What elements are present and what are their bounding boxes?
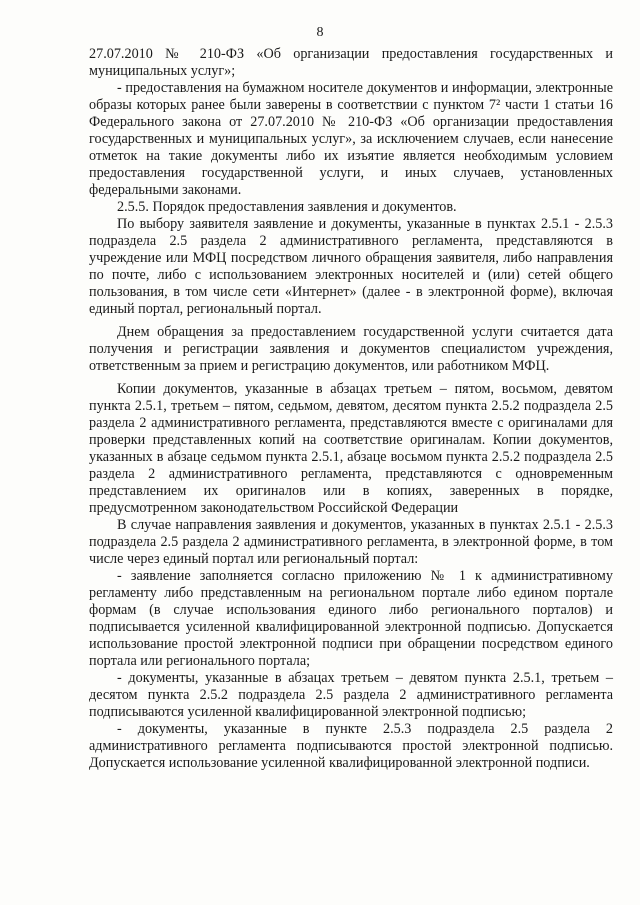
paragraph: По выбору заявителя заявление и документы, указанные в пунктах 2.5.1 - 2.5.3 подраздела 2.5 раздела 2 административного регламента, представляются в учреждение или МФЦ посредством личного обращения заявителя, либо направления по почте, либо с использованием электронных носителей и (или) сетей общего пользования, в том числе сети «Интернет» (далее - в электронной форме), включая единый портал, региональный портал. bbox=[89, 216, 613, 317]
paragraph: В случае направления заявления и документов, указанных в пунктах 2.5.1 - 2.5.3 подраздела 2.5 раздела 2 административного регламента, в электронной форме, в том числе через единый портал или региональный портал: bbox=[89, 517, 613, 567]
paragraph: - заявление заполняется согласно приложению № 1 к административному регламенту либо представленным на региональном портале либо едином портале формам (в случае использования единого либо регионального порталов) и подписывается усиленной квалифицированной электронной подписью. Допускается использование простой электронной подписи при обращении посредством единого портала или регионального портала; bbox=[89, 568, 613, 669]
paragraph: Копии документов, указанные в абзацах третьем – пятом, восьмом, девятом пункта 2.5.1, третьем – пятом, седьмом, девятом, десятом пункта 2.5.2 подраздела 2.5 раздела 2 административного регламента, представляются вместе с оригиналами для проверки представленных копий на соответствие оригиналам. Копии документов, указанных в абзаце седьмом пункта 2.5.1, абзаце восьмом пункта 2.5.2 подраздела 2.5 раздела 2 административного регламента, представляются с одновременным представлением их оригиналов или в копиях, заверенных в порядке, предусмотренном законодательством Российской Федерации bbox=[89, 381, 613, 516]
paragraph: Днем обращения за предоставлением государственной услуги считается дата получения и регистрации заявления и документов специалистом учреждения, ответственным за прием и регистрацию документов, или работником МФЦ. bbox=[89, 324, 613, 374]
document-body bbox=[89, 46, 613, 772]
paragraph: - предоставления на бумажном носителе документов и информации, электронные образы которых ранее были заверены в соответствии с пунктом 7² части 1 статьи 16 Федерального закона от 27.07.2010 № 210-ФЗ «Об организации предоставления государственных и муниципальных услуг», за исключением случаев, если нанесение отметок на такие документы либо их изъятие является необходимым условием предоставления государственной услуги, и иных случаев, установленных федеральными законами. bbox=[89, 80, 613, 198]
page-number: 8 bbox=[316, 25, 324, 40]
paragraph: 2.5.5. Порядок предоставления заявления и документов. bbox=[117, 199, 457, 215]
paragraph: - документы, указанные в пункте 2.5.3 подраздела 2.5 раздела 2 административного регламента подписываются простой электронной подписью. Допускается использование усиленной квалифицированной электронной подписи. bbox=[89, 721, 613, 771]
paragraph: 27.07.2010 № 210-ФЗ «Об организации предоставления государственных и муниципальных услуг»; bbox=[89, 46, 613, 79]
paragraph: - документы, указанные в абзацах третьем – девятом пункта 2.5.1, третьем – десятом пункта 2.5.2 подраздела 2.5 раздела 2 административного регламента подписываются усиленной квалифицированной электронной подписью; bbox=[89, 670, 613, 720]
